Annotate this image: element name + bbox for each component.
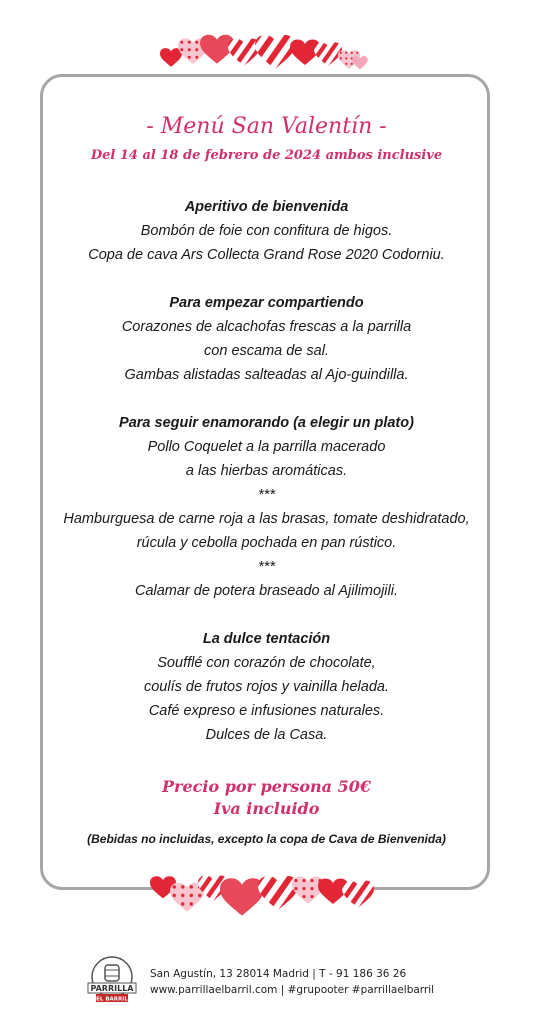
menu-dates: Del 14 al 18 de febrero de 2024 ambos inclusive xyxy=(90,148,443,163)
heart-icon xyxy=(170,883,204,912)
menu-line: Dulces de la Casa. xyxy=(205,727,328,743)
section-heading: Para seguir enamorando (a elegir un plato) xyxy=(119,415,414,431)
menu-line: Pollo Coquelet a la parrilla macerado xyxy=(147,439,386,455)
menu-line: coulís de frutos rojos y vainilla helada. xyxy=(143,679,390,695)
footer-web[interactable]: www.parrillaelbarril.com | #grupooter #parrillaelbarril xyxy=(150,984,435,996)
menu-separator: *** xyxy=(258,487,275,503)
heart-icon xyxy=(160,48,182,67)
section-heading: Aperitivo de bienvenida xyxy=(184,199,349,215)
heart-icon xyxy=(342,881,374,908)
section-dulce xyxy=(0,627,533,747)
vat-line: Iva incluido xyxy=(213,799,320,818)
menu-line: Gambas alistadas salteadas al Ajo-guindilla. xyxy=(124,367,409,383)
menu-line: rúcula y cebolla pochada en pan rústico. xyxy=(136,535,397,551)
section-empezar xyxy=(0,291,533,387)
section-aperitivo xyxy=(0,195,533,267)
heart-icon xyxy=(228,39,260,66)
drinks-note: (Bebidas no incluidas, excepto la copa de Cava de Bienvenida) xyxy=(87,832,446,846)
heart-icon xyxy=(220,878,264,915)
menu-line: Café expreso e infusiones naturales. xyxy=(148,703,385,719)
menu-line: Corazones de alcachofas frescas a la parrilla xyxy=(121,319,412,335)
menu-line: Copa de cava Ars Collecta Grand Rose 2020 Codorniu. xyxy=(88,247,445,263)
menu-line: Calamar de potera braseado al Ajilimojili. xyxy=(134,583,398,599)
logo-subtext: EL BARRIL xyxy=(96,996,128,1003)
menu-line: Bombón de foie con confitura de higos. xyxy=(140,223,393,239)
heart-icon xyxy=(255,35,295,69)
heart-icon xyxy=(258,876,298,910)
section-seguir xyxy=(0,411,533,603)
logo-text: PARRILLA xyxy=(90,984,134,993)
menu-title: - Menú San Valentín - xyxy=(146,114,387,139)
menu-line: con escama de sal. xyxy=(204,343,329,359)
heart-icon xyxy=(352,56,368,69)
menu-line: Hamburguesa de carne roja a las brasas, tomate deshidratado, xyxy=(63,511,470,527)
footer-address: San Agustín, 13 28014 Madrid | T - 91 186 36 26 xyxy=(150,968,407,980)
heart-icon xyxy=(314,42,342,66)
price-line: Precio por persona 50€ xyxy=(161,777,371,796)
section-heading: Para empezar compartiendo xyxy=(169,295,364,311)
parrilla-logo xyxy=(84,955,140,1005)
hearts-decoration-bottom xyxy=(0,868,533,918)
menu-sections xyxy=(0,195,533,771)
hearts-decoration-top xyxy=(0,32,533,74)
price-block xyxy=(0,776,533,820)
menu-line: Soufflé con corazón de chocolate, xyxy=(157,655,376,671)
menu-line: a las hierbas aromáticas. xyxy=(185,463,348,479)
footer-contact xyxy=(150,966,480,998)
menu-separator: *** xyxy=(258,559,275,575)
section-heading: La dulce tentación xyxy=(202,631,331,647)
